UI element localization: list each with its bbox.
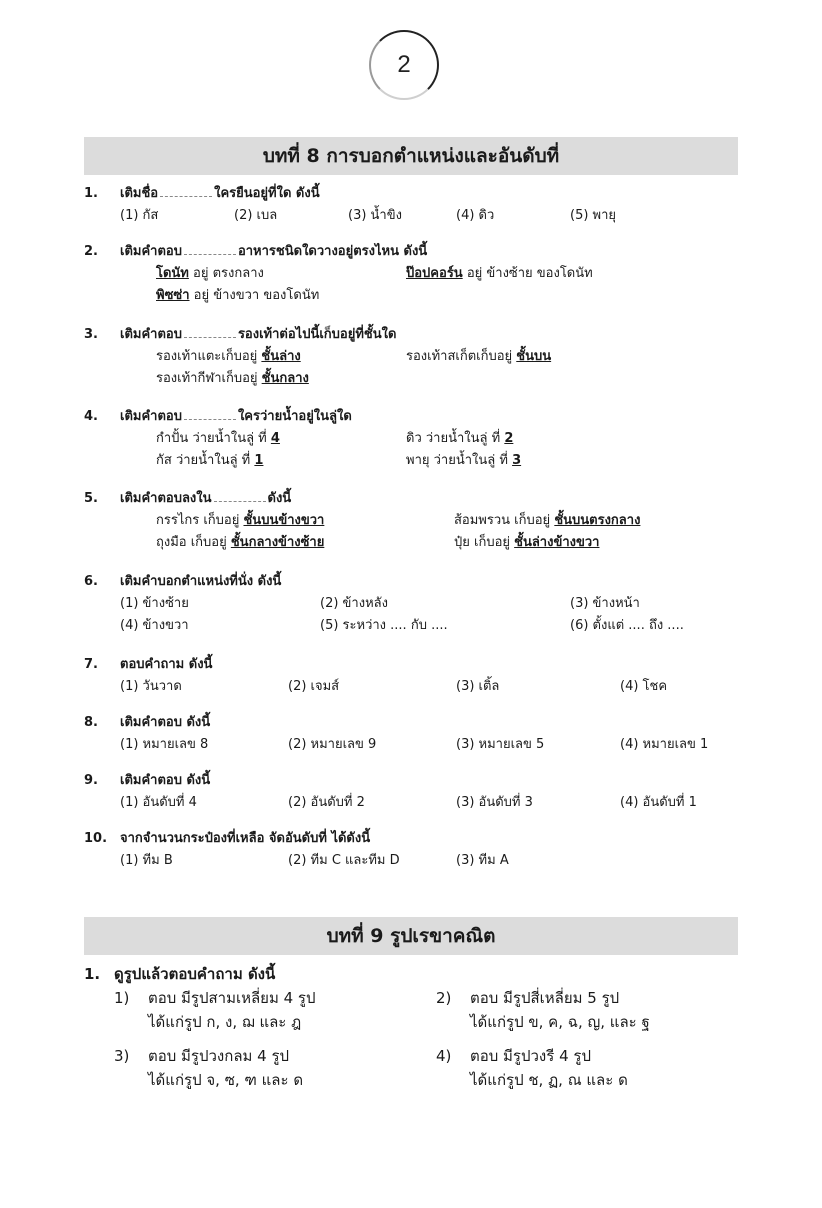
answer-item: (4) โชค [620, 679, 668, 694]
question-number: 4. [84, 409, 98, 424]
answer-item: กรรไกร เก็บอยู่ ชั้นบนข้างขวา [156, 513, 325, 528]
answer-item: (3) เติ้ล [456, 679, 500, 694]
answer-item: โดนัท อยู่ ตรงกลาง [156, 266, 264, 281]
question-title: เติมคำตอบลงใน ดังนี้ [120, 491, 292, 506]
answer-item: (4) หมายเลข 1 [620, 737, 709, 752]
answer-line: ได้แก่รูป ช, ฏ, ณ และ ด [470, 1071, 628, 1089]
answer-item: (6) ตั้งแต่ .... ถึง .... [570, 618, 684, 633]
answer-line: ได้แก่รูป ข, ค, ฉ, ญ, และ ฐ [470, 1013, 650, 1031]
question-3 [84, 325, 738, 391]
question-number: 1. [84, 186, 98, 201]
question-title: ดูรูปแล้วตอบคำถาม ดังนี้ [114, 965, 276, 983]
answer-item: กำปั้น ว่ายน้ำในลู่ ที่ 4 [156, 431, 280, 446]
question-8 [84, 713, 738, 757]
answer-item: ดิว ว่ายน้ำในลู่ ที่ 2 [406, 431, 514, 446]
answer-item: (2) เบล [234, 208, 278, 223]
question-title: ตอบคำถาม ดังนี้ [120, 657, 213, 672]
question-title: เติมคำบอกตำแหน่งที่นั่ง ดังนี้ [120, 574, 282, 589]
chapter-9-question-1 [84, 962, 738, 1102]
question-5 [84, 489, 738, 555]
question-number: 9. [84, 773, 98, 788]
question-10 [84, 829, 738, 873]
question-number: 5. [84, 491, 98, 506]
answer-item: (1) กัส [120, 208, 159, 223]
answer-item: รองเท้าแตะเก็บอยู่ ชั้นล่าง [156, 349, 301, 364]
answer-item: (1) ทีม B [120, 853, 173, 868]
answer-line: ได้แก่รูป ก, ง, ฌ และ ฎ [148, 1013, 302, 1031]
answer-line: ตอบ มีรูปวงกลม 4 รูป [148, 1047, 290, 1065]
answer-item: ถุงมือ เก็บอยู่ ชั้นกลางข้างซ้าย [156, 535, 325, 550]
answer-item: (1) ข้างซ้าย [120, 596, 189, 611]
question-title: เติมคำตอบ รองเท้าต่อไปนี้เก็บอยู่ที่ชั้นใด [120, 327, 397, 342]
answer-item: (2) ทีม C และทีม D [288, 853, 400, 868]
answer-number: 4) [436, 1047, 452, 1065]
chapter-8-title: บทที่ 8 การบอกตำแหน่งและอันดับที่ [84, 137, 738, 175]
answer-item: ส้อมพรวน เก็บอยู่ ชั้นบนตรงกลาง [454, 513, 641, 528]
answer-item: (1) อันดับที่ 4 [120, 795, 197, 810]
answer-number: 3) [114, 1047, 130, 1065]
question-9 [84, 771, 738, 815]
answer-item: (4) อันดับที่ 1 [620, 795, 697, 810]
blank-box [184, 242, 236, 255]
answer-number: 1) [114, 989, 130, 1007]
blank-box [214, 489, 266, 502]
answer-item: (1) วันวาด [120, 679, 182, 694]
answer-item: (4) ข้างขวา [120, 618, 189, 633]
answer-item: (3) น้ำขิง [348, 208, 402, 223]
answer-item: (3) หมายเลข 5 [456, 737, 545, 752]
answer-line: ตอบ มีรูปสามเหลี่ยม 4 รูป [148, 989, 316, 1007]
answer-item: (3) ทีม A [456, 853, 509, 868]
answer-item: รองเท้ากีฬาเก็บอยู่ ชั้นกลาง [156, 371, 309, 386]
question-4 [84, 407, 738, 473]
answer-line: ได้แก่รูป จ, ซ, ฑ และ ด [148, 1071, 304, 1089]
answer-item: (5) ระหว่าง .... กับ .... [320, 618, 448, 633]
question-1 [84, 184, 738, 228]
question-number: 8. [84, 715, 98, 730]
answer-item: (3) อันดับที่ 3 [456, 795, 533, 810]
chapter-9-title: บทที่ 9 รูปเรขาคณิต [84, 917, 738, 955]
question-title: เติมคำตอบ อาหารชนิดใดวางอยู่ตรงไหน ดังนี้ [120, 244, 428, 259]
question-number: 1. [84, 965, 101, 983]
question-title: เติมคำตอบ ดังนี้ [120, 715, 211, 730]
question-title: เติมคำตอบ ใครว่ายน้ำอยู่ในลู่ใด [120, 409, 352, 424]
blank-box [184, 407, 236, 420]
question-number: 3. [84, 327, 98, 342]
question-2 [84, 242, 738, 308]
question-title: จากจำนวนกระป๋องที่เหลือ จัดอันดับที่ ได้ดังนี้ [120, 831, 371, 846]
answer-item: (5) พายุ [570, 208, 617, 223]
question-number: 2. [84, 244, 98, 259]
blank-box [160, 184, 212, 197]
answer-item: (2) เจมส์ [288, 679, 340, 694]
answer-item: ปุ๋ย เก็บอยู่ ชั้นล่างข้างขวา [454, 535, 600, 550]
answer-line: ตอบ มีรูปวงรี 4 รูป [470, 1047, 591, 1065]
answer-item: (3) ข้างหน้า [570, 596, 640, 611]
answer-number: 2) [436, 989, 452, 1007]
question-number: 6. [84, 574, 98, 589]
answer-item: (2) หมายเลข 9 [288, 737, 377, 752]
question-number: 10. [84, 831, 108, 846]
answer-line: ตอบ มีรูปสี่เหลี่ยม 5 รูป [470, 989, 620, 1007]
blank-box [184, 325, 236, 338]
question-title: เติมคำตอบ ดังนี้ [120, 773, 211, 788]
question-6 [84, 572, 738, 638]
page-number: 2 [369, 30, 439, 100]
answer-item: พิซซ่า อยู่ ข้างขวา ของโดนัท [156, 288, 320, 303]
question-number: 7. [84, 657, 98, 672]
question-7 [84, 655, 738, 699]
answer-item: (4) ดิว [456, 208, 495, 223]
answer-item: (2) อันดับที่ 2 [288, 795, 365, 810]
answer-item: กัส ว่ายน้ำในลู่ ที่ 1 [156, 453, 264, 468]
answer-item: รองเท้าสเก็ตเก็บอยู่ ชั้นบน [406, 349, 552, 364]
answer-item: ป๊อปคอร์น อยู่ ข้างซ้าย ของโดนัท [406, 266, 593, 281]
answer-item: (2) ข้างหลัง [320, 596, 388, 611]
question-title: เติมชื่อ ใครยืนอยู่ที่ใด ดังนี้ [120, 186, 320, 201]
answer-item: (1) หมายเลข 8 [120, 737, 209, 752]
answer-item: พายุ ว่ายน้ำในลู่ ที่ 3 [406, 453, 522, 468]
